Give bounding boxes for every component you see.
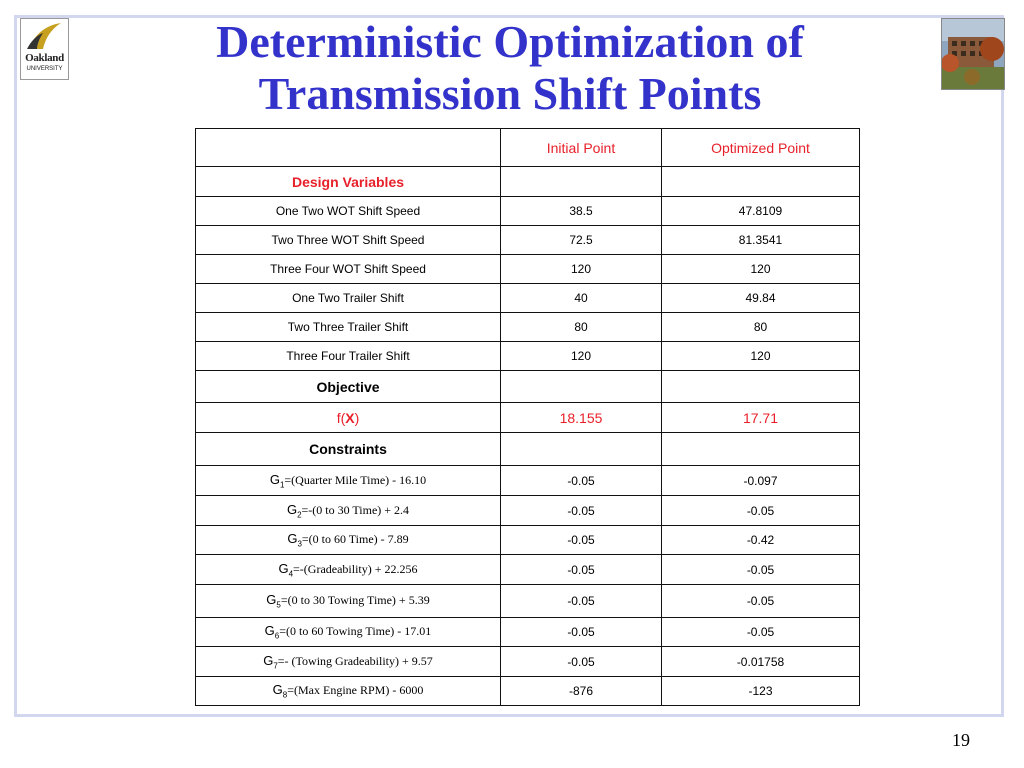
optimized-value: 47.8109 (662, 197, 860, 226)
section-label-objective: Objective (196, 371, 501, 403)
optimized-value: -0.05 (662, 496, 860, 526)
optimized-value: 81.3541 (662, 226, 860, 255)
section-label-constraints: Constraints (196, 433, 501, 466)
page-number: 19 (952, 730, 970, 750)
optimized-value: -0.097 (662, 466, 860, 496)
constraint-label: $G_8=(Max$ Engine RPM) - 6000 (196, 677, 501, 706)
title-line-2: Transmission Shift Points (258, 68, 762, 119)
logo-text-oakland: Oakland (25, 52, 64, 64)
optimized-value: -0.42 (662, 526, 860, 555)
initial-value: -876 (501, 677, 662, 706)
initial-value: 120 (501, 342, 662, 371)
initial-value: -0.05 (501, 526, 662, 555)
oakland-university-logo (20, 18, 69, 80)
campus-building-photo (941, 18, 1005, 90)
row-label: Two Three WOT Shift Speed (196, 226, 501, 255)
header-cell-initial-point: Initial Point (501, 129, 662, 167)
table-row (196, 197, 860, 226)
optimized-value: 80 (662, 313, 860, 342)
optimization-results-table (195, 128, 860, 706)
table-row (196, 284, 860, 313)
row-label: One Two WOT Shift Speed (196, 197, 501, 226)
constraint-row (196, 585, 860, 618)
initial-value: -0.05 (501, 496, 662, 526)
objective-row (196, 403, 860, 433)
table-header-row (196, 129, 860, 167)
constraint-label: $G_5=(0$ to 30 Towing Time) + 5.39 (196, 585, 501, 618)
constraint-row (196, 526, 860, 555)
header-cell-blank (196, 129, 501, 167)
initial-value: -0.05 (501, 585, 662, 618)
table-row (196, 255, 860, 284)
header-cell-optimized-point: Optimized Point (662, 129, 860, 167)
slide-title (90, 16, 930, 120)
constraint-row (196, 647, 860, 677)
initial-value: 72.5 (501, 226, 662, 255)
objective-function-label: f(X) (196, 403, 501, 433)
section-label-design-variables: Design Variables (196, 167, 501, 197)
section-row-objective (196, 371, 860, 403)
optimized-value: 120 (662, 255, 860, 284)
constraint-row (196, 555, 860, 585)
row-label: Two Three Trailer Shift (196, 313, 501, 342)
optimized-value: -0.01758 (662, 647, 860, 677)
optimized-value: 120 (662, 342, 860, 371)
objective-optimized-value: 17.71 (662, 403, 860, 433)
constraint-row (196, 466, 860, 496)
initial-value: 120 (501, 255, 662, 284)
row-label: One Two Trailer Shift (196, 284, 501, 313)
constraint-label: $G_1=(Quarter$ Mile Time) - 16.10 (196, 466, 501, 496)
initial-value: -0.05 (501, 618, 662, 647)
table-row (196, 342, 860, 371)
optimized-value: -123 (662, 677, 860, 706)
logo-text-university: UNIVERSITY (26, 66, 63, 72)
constraint-label: $G_7=-$ (Towing Gradeability) + 9.57 (196, 647, 501, 677)
optimized-value: -0.05 (662, 555, 860, 585)
optimized-value: -0.05 (662, 618, 860, 647)
constraint-row (196, 618, 860, 647)
initial-value: 80 (501, 313, 662, 342)
initial-value: 40 (501, 284, 662, 313)
row-label: Three Four WOT Shift Speed (196, 255, 501, 284)
table-row (196, 226, 860, 255)
section-row-constraints (196, 433, 860, 466)
constraint-label: $G_6=(0$ to 60 Towing Time) - 17.01 (196, 618, 501, 647)
initial-value: -0.05 (501, 466, 662, 496)
constraint-label: $G_3=(0$ to 60 Time) - 7.89 (196, 526, 501, 555)
objective-initial-value: 18.155 (501, 403, 662, 433)
title-line-1: Deterministic Optimization of (216, 16, 804, 67)
constraint-label: $G_2=-(0$ to 30 Time) + 2.4 (196, 496, 501, 526)
initial-value: 38.5 (501, 197, 662, 226)
sail-logo-icon (21, 19, 68, 53)
section-row-design-variables (196, 167, 860, 197)
constraint-label: $G_4=-(Gradeability) + 22.256$ (196, 555, 501, 585)
optimized-value: 49.84 (662, 284, 860, 313)
optimized-value: -0.05 (662, 585, 860, 618)
row-label: Three Four Trailer Shift (196, 342, 501, 371)
table-row (196, 313, 860, 342)
initial-value: -0.05 (501, 555, 662, 585)
constraint-row (196, 677, 860, 706)
initial-value: -0.05 (501, 647, 662, 677)
constraint-row (196, 496, 860, 526)
